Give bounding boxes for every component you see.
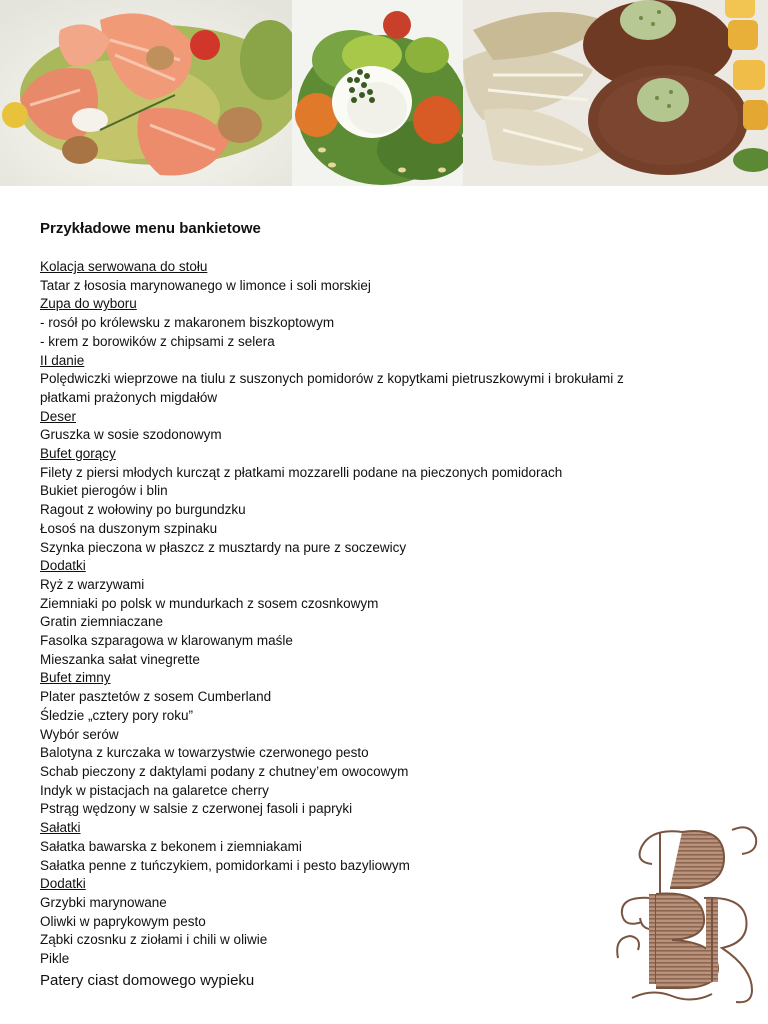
- menu-section-heading: II danie: [40, 352, 85, 368]
- menu-item: Balotyna z kurczaka w towarzystwie czerwonego pesto: [40, 745, 369, 761]
- menu-item: Ząbki czosnku z ziołami i chili w oliwie: [40, 932, 268, 948]
- caprese-salad-photo: [292, 0, 463, 186]
- menu-item: Ziemniaki po polsk w mundurkach z sosem czosnkowym: [40, 595, 379, 611]
- menu-item: Polędwiczki wieprzowe na tiulu z suszonych pomidorów z kopytkami pietruszkowymi i brokułami z płatkami prażonych migdałów: [40, 371, 624, 405]
- menu-item: Plater pasztetów z sosem Cumberland: [40, 689, 272, 705]
- menu-item: Szynka pieczona w płaszcz z musztardy na pure z soczewicy: [40, 539, 407, 555]
- menu-item: Fasolka szparagowa w klarowanym maśle: [40, 633, 293, 649]
- menu-item: Sałatka bawarska z bekonem i ziemniakami: [40, 838, 302, 854]
- menu-item: Tatar z łososia marynowanego w limonce i soli morskiej: [40, 277, 371, 293]
- menu-item: Indyk w pistacjach na galaretce cherry: [40, 782, 269, 798]
- menu-item: Łosoś na duszonym szpinaku: [40, 520, 218, 536]
- salmon-salad-photo: [0, 0, 292, 186]
- menu-item: - krem z borowików z chipsami z selera: [40, 333, 275, 349]
- menu-item: Śledzie „cztery pory roku”: [40, 707, 194, 723]
- menu-item: Filety z piersi młodych kurcząt z płatkami mozzarelli podane na pieczonych pomidorach: [40, 464, 563, 480]
- menu-section-heading: Dodatki: [40, 876, 86, 892]
- menu-item: Pikle: [40, 951, 70, 967]
- menu-title: Przykładowe menu bankietowe: [40, 220, 261, 237]
- menu-item: Ragout z wołowiny po burgundzku: [40, 502, 246, 518]
- menu-section-heading: Deser: [40, 408, 77, 424]
- header-photo-strip: [0, 0, 768, 186]
- banquet-menu: [40, 218, 680, 992]
- menu-section-heading: Bufet gorący: [40, 446, 116, 462]
- menu-item: Wybór serów: [40, 726, 119, 742]
- menu-item: Schab pieczony z daktylami podany z chutney’em owocowym: [40, 763, 409, 779]
- menu-item: Oliwki w paprykowym pesto: [40, 913, 206, 929]
- menu-item: - rosół po królewsku z makaronem biszkoptowym: [40, 315, 335, 331]
- menu-item: Gruszka w sosie szodonowym: [40, 427, 222, 443]
- steak-with-potatoes-photo: [463, 0, 768, 186]
- menu-section-heading: Sałatki: [40, 820, 81, 836]
- menu-section-heading: Zupa do wyboru: [40, 296, 137, 312]
- menu-item: Bukiet pierogów i blin: [40, 483, 168, 499]
- menu-section-heading: Bufet zimny: [40, 670, 111, 686]
- menu-section-heading: Kolacja serwowana do stołu: [40, 259, 208, 274]
- menu-item: Ryż z warzywami: [40, 576, 145, 592]
- br-monogram-logo: [612, 818, 762, 1008]
- menu-item: Mieszanka sałat vinegrette: [40, 651, 200, 667]
- menu-item: Gratin ziemniaczane: [40, 614, 164, 630]
- menu-section-heading: Dodatki: [40, 558, 86, 574]
- menu-item: Patery ciast domowego wypieku: [40, 971, 255, 989]
- menu-item: Grzybki marynowane: [40, 894, 167, 910]
- menu-list: [40, 258, 680, 992]
- menu-item: Pstrąg wędzony w salsie z czerwonej fasoli i papryki: [40, 801, 353, 817]
- menu-item: Sałatka penne z tuńczykiem, pomidorkami i pesto bazyliowym: [40, 857, 410, 873]
